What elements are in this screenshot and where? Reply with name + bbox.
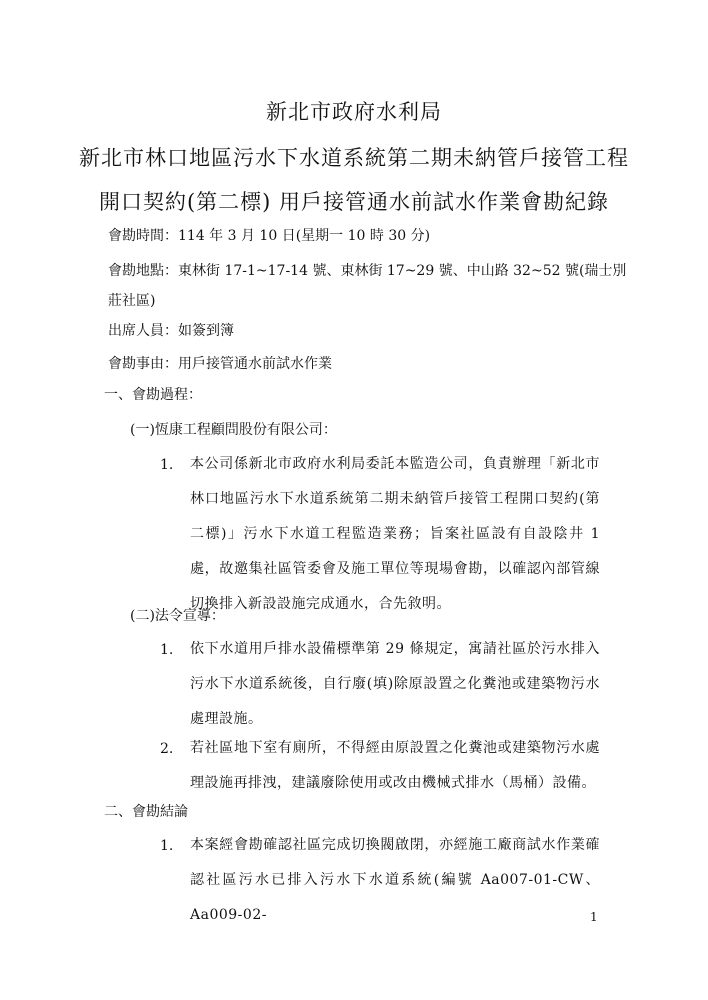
section1-sub1-heading: (一)恆康工程顧問股份有限公司： (130, 422, 337, 438)
section1-sub2-heading: (二)法令宣導： (130, 608, 225, 624)
meeting-location-line2: 莊社區) (108, 293, 156, 309)
section1-heading: 一、會勘過程： (104, 387, 202, 403)
item-number: 1. (160, 838, 174, 854)
paragraph-basement-toilet: 若社區地下室有廁所，不得經由原設置之化糞池或建築物污水處理設施再排洩，建議廢除使用或改由機械式排水（馬桶）設備。 (190, 740, 600, 791)
item-number: 1. (160, 642, 174, 658)
section2-heading: 二、會勘結論 (104, 804, 188, 820)
item-number: 1. (160, 457, 174, 473)
paragraph-regulation-29: 依下水道用戶排水設備標準第 29 條規定，寓請社區於污水排入污水下水道系統後，自行廢(填)除原設置之化糞池或建築物污水處理設施。 (190, 641, 600, 727)
item-number: 2. (160, 741, 174, 757)
page-number: 1 (590, 910, 598, 924)
paragraph-conclusion: 本案經會勘確認社區完成切換閥啟閉，亦經施工廠商試水作業確認社區污水已排入污水下水道系統(編號 Aa007-01-CW、Aa009-02- (190, 837, 600, 923)
document-title-line1: 新北市林口地區污水下水道系統第二期未納管戶接管工程 (79, 146, 629, 170)
meeting-time: 會勘時間：114 年 3 月 10 日(星期一 10 時 30 分) (108, 228, 431, 244)
paragraph-supervision: 本公司係新北市政府水利局委託本監造公司，負責辦理「新北市林口地區污水下水道系統第二期未納管戶接管工程開口契約(第二標)」污水下水道工程監造業務；旨案社區設有自設陰井 1 處，故邀集社區管委會及施工單位等現場會勘，以確認內部管線切換排入新設設施完成通水，合先敘明。 (190, 456, 600, 612)
attendees: 出席人員：如簽到簿 (108, 323, 234, 339)
meeting-location-line1: 會勘地點：東林街 17-1~17-14 號、東林街 17~29 號、中山路 32~52 號(瑞士別 (108, 263, 627, 279)
document-title-line2: 開口契約(第二標) 用戶接管通水前試水作業會勘紀錄 (98, 190, 610, 214)
agency-title: 新北市政府水利局 (266, 100, 442, 124)
meeting-subject: 會勘事由：用戶接管通水前試水作業 (108, 356, 332, 372)
